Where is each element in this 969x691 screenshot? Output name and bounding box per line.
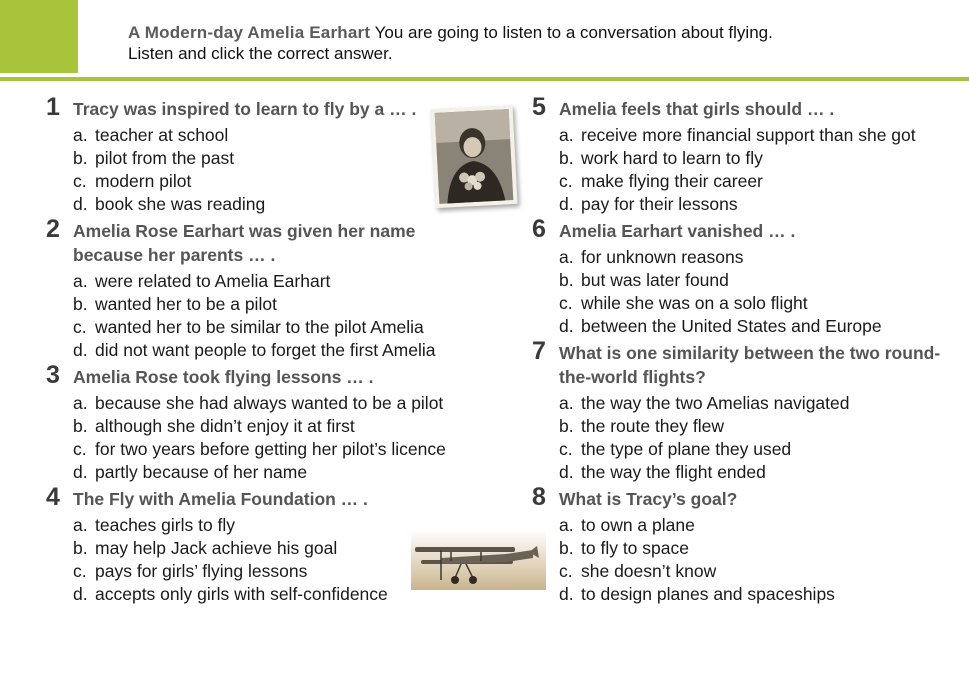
question-header (46, 362, 486, 389)
option-text: were related to Amelia Earhart (95, 271, 331, 291)
option-text: although she didn’t enjoy it at first (95, 416, 355, 436)
question-text: The Fly with Amelia Foundation … . (73, 489, 368, 509)
question-2 (46, 216, 486, 362)
option-letter: b. (73, 538, 88, 558)
option-letter: b. (559, 538, 574, 558)
option-letter: a. (559, 515, 574, 535)
answer-option[interactable] (73, 461, 486, 484)
answer-option[interactable] (559, 292, 962, 315)
question-header (532, 484, 962, 511)
option-text: the type of plane they used (581, 439, 792, 459)
option-text: pay for their lessons (581, 194, 738, 214)
question-6 (532, 216, 962, 338)
question-header (532, 216, 962, 243)
option-text: teacher at school (95, 125, 229, 145)
answer-options (559, 392, 962, 484)
answer-options (559, 124, 962, 216)
option-text: to design planes and spaceships (581, 584, 835, 604)
answer-option[interactable] (559, 315, 962, 338)
option-text: because she had always wanted to be a pilot (95, 393, 444, 413)
answer-option[interactable] (559, 193, 962, 216)
option-text: to fly to space (581, 538, 689, 558)
question-text: Amelia feels that girls should … . (559, 99, 835, 119)
option-letter: c. (559, 439, 573, 459)
option-letter: d. (73, 462, 88, 482)
question-text: Amelia Rose Earhart was given her name because her parents … . (73, 221, 416, 265)
option-text: for two years before getting her pilot’s licence (95, 439, 446, 459)
option-letter: d. (73, 584, 88, 604)
answer-option[interactable] (559, 392, 962, 415)
answer-option[interactable] (559, 415, 962, 438)
option-letter: a. (559, 125, 574, 145)
option-text: between the United States and Europe (581, 316, 882, 336)
header-divider (0, 77, 969, 81)
question-header (46, 216, 486, 267)
option-letter: c. (73, 317, 87, 337)
question-5 (532, 94, 962, 216)
question-text: What is one similarity between the two round-the-world flights? (559, 343, 941, 387)
question-text: What is Tracy’s goal? (559, 489, 738, 509)
option-letter: c. (73, 439, 87, 459)
page-title: A Modern-day Amelia Earhart (128, 23, 371, 42)
option-letter: c. (559, 171, 573, 191)
question-number: 2 (46, 215, 59, 243)
answer-option[interactable] (73, 316, 486, 339)
option-text: the way the two Amelias navigated (581, 393, 850, 413)
option-letter: d. (559, 462, 574, 482)
answer-options (559, 246, 962, 338)
answer-option[interactable] (559, 583, 962, 606)
option-letter: b. (559, 148, 574, 168)
instruction-text-2: Listen and click the correct answer. (128, 44, 393, 63)
question-8 (532, 484, 962, 606)
option-text: may help Jack achieve his goal (95, 538, 338, 558)
option-letter: c. (559, 293, 573, 313)
question-header (46, 484, 486, 511)
question-number: 3 (46, 361, 59, 389)
answer-option[interactable] (559, 124, 962, 147)
answer-option[interactable] (73, 438, 486, 461)
question-number: 1 (46, 93, 59, 121)
question-number: 7 (532, 337, 545, 365)
option-text: she doesn’t know (581, 561, 717, 581)
question-1 (46, 94, 486, 216)
option-text: but was later found (581, 270, 729, 290)
option-letter: a. (559, 393, 574, 413)
question-text: Amelia Rose took flying lessons … . (73, 367, 374, 387)
option-text: teaches girls to fly (95, 515, 236, 535)
option-letter: d. (559, 194, 574, 214)
option-text: accepts only girls with self-confidence (95, 584, 388, 604)
option-letter: c. (73, 561, 87, 581)
answer-option[interactable] (559, 246, 962, 269)
option-text: to own a plane (581, 515, 695, 535)
option-text: receive more financial support than she got (581, 125, 916, 145)
pilot-photo (430, 105, 517, 208)
option-text: pays for girls’ flying lessons (95, 561, 308, 581)
option-text: book she was reading (95, 194, 266, 214)
question-text: Amelia Earhart vanished … . (559, 221, 796, 241)
biplane-photo (411, 530, 546, 590)
question-3 (46, 362, 486, 484)
answer-option[interactable] (559, 537, 962, 560)
answer-option[interactable] (73, 293, 486, 316)
option-letter: d. (559, 584, 574, 604)
answer-option[interactable] (73, 170, 486, 193)
option-letter: a. (73, 515, 88, 535)
question-number: 6 (532, 215, 545, 243)
option-text: work hard to learn to fly (581, 148, 763, 168)
question-number: 8 (532, 483, 545, 511)
answer-option[interactable] (73, 147, 486, 170)
answer-option[interactable] (73, 193, 486, 216)
option-text: pilot from the past (95, 148, 235, 168)
answer-option[interactable] (73, 270, 486, 293)
question-header (532, 94, 962, 121)
option-text: for unknown reasons (581, 247, 744, 267)
option-text: wanted her to be a pilot (95, 294, 277, 314)
answer-option[interactable] (559, 438, 962, 461)
option-text: partly because of her name (95, 462, 308, 482)
answer-options (73, 392, 486, 484)
option-letter: b. (73, 148, 88, 168)
option-text: make flying their career (581, 171, 763, 191)
option-letter: b. (73, 416, 88, 436)
instruction-text: You are going to listen to a conversation about flying. (374, 23, 773, 42)
option-letter: a. (559, 247, 574, 267)
question-number: 4 (46, 483, 59, 511)
answer-option[interactable] (559, 461, 962, 484)
answer-option[interactable] (559, 170, 962, 193)
option-text: wanted her to be similar to the pilot Amelia (95, 317, 424, 337)
option-letter: a. (73, 393, 88, 413)
answer-option[interactable] (559, 560, 962, 583)
option-letter: c. (559, 561, 573, 581)
answer-options (73, 270, 486, 362)
question-number: 5 (532, 93, 545, 121)
question-text: Tracy was inspired to learn to fly by a … . (73, 99, 417, 119)
answer-option[interactable] (73, 415, 486, 438)
option-letter: b. (73, 294, 88, 314)
questions-column-right (532, 94, 962, 606)
question-7 (532, 338, 962, 484)
option-letter: a. (73, 271, 88, 291)
question-header (46, 94, 486, 121)
answer-option[interactable] (559, 147, 962, 170)
option-text: did not want people to forget the first Amelia (95, 340, 436, 360)
answer-option[interactable] (73, 339, 486, 362)
option-letter: d. (559, 316, 574, 336)
header (128, 22, 928, 64)
answer-options (559, 514, 962, 606)
option-letter: c. (73, 171, 87, 191)
answer-option[interactable] (559, 514, 962, 537)
header-accent-block (0, 0, 78, 73)
option-text: modern pilot (95, 171, 192, 191)
answer-options (73, 124, 486, 216)
question-header (532, 338, 962, 389)
option-text: the way the flight ended (581, 462, 766, 482)
option-letter: d. (73, 340, 88, 360)
option-text: the route they flew (581, 416, 724, 436)
answer-option[interactable] (559, 269, 962, 292)
option-text: while she was on a solo flight (581, 293, 808, 313)
answer-option[interactable] (73, 124, 486, 147)
option-letter: a. (73, 125, 88, 145)
option-letter: d. (73, 194, 88, 214)
answer-option[interactable] (73, 392, 486, 415)
option-letter: b. (559, 270, 574, 290)
option-letter: b. (559, 416, 574, 436)
